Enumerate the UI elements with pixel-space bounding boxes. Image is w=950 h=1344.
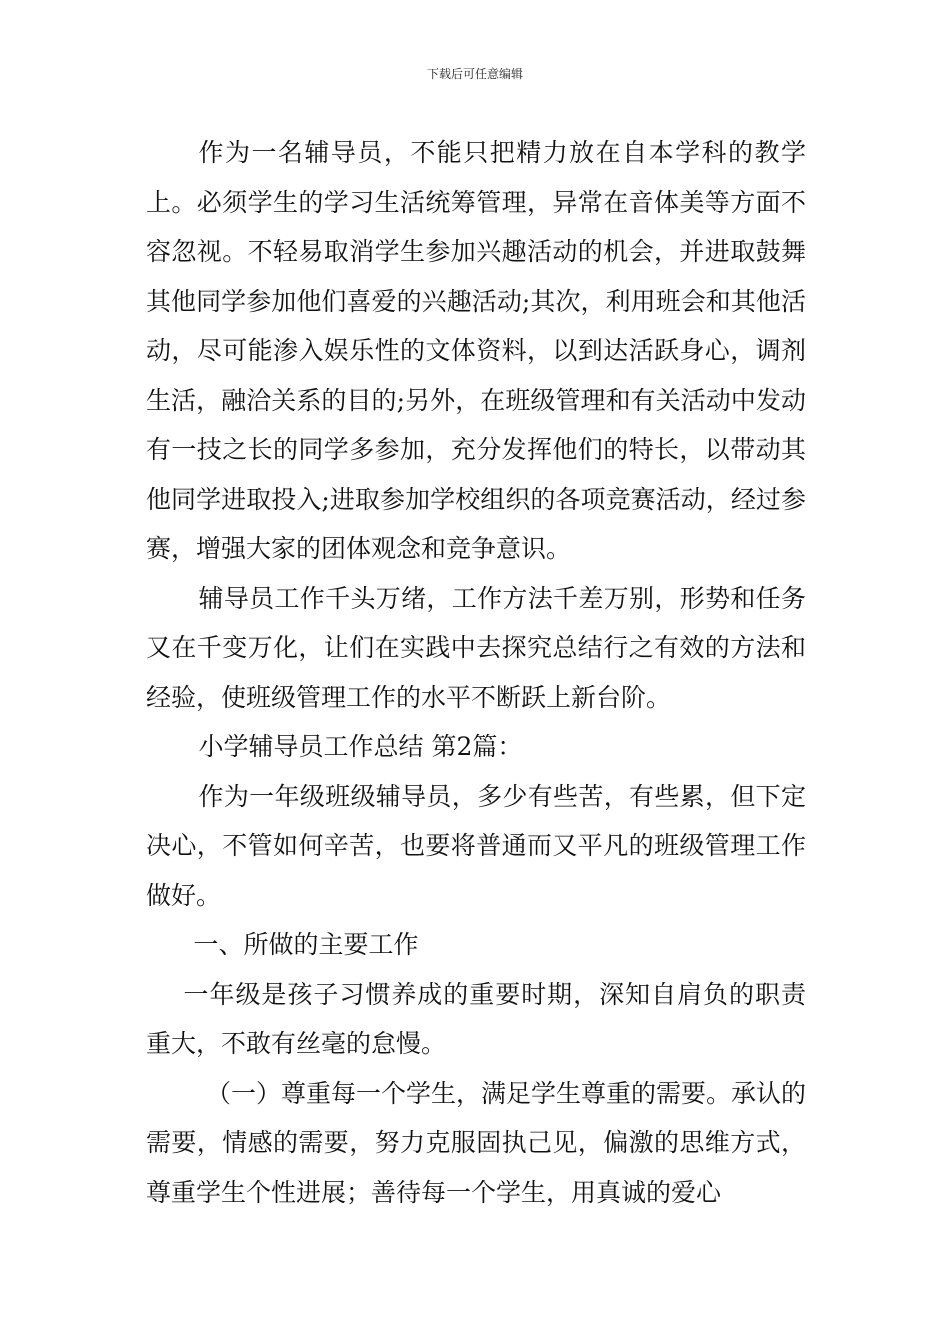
- paragraph-2: 辅导员工作千头万绪，工作方法千差万别，形势和任务又在千变万化，让们在实践中去探究总结行之有效的方法和经验，使班级管理工作的水平不断跃上新台阶。: [146, 583, 806, 712]
- paragraph-1: 作为一名辅导员，不能只把精力放在自本学科的教学上。必须学生的学习生活统筹管理，异常在音体美等方面不容忽视。不轻易取消学生参加兴趣活动的机会，并进取鼓舞其他同学参加他们喜爱的兴趣活动;其次，利用班会和其他活动，尽可能渗入娱乐性的文体资料，以到达活跃身心，调剂生活，融洽关系的目的;另外，在班级管理和有关活动中发动有一技之长的同学多参加，充分发挥他们的特长，以带动其他同学进取投入;进取参加学校组织的各项竞赛活动，经过参赛，增强大家的团体观念和竞争意识。: [146, 138, 806, 563]
- paragraph-3: 作为一年级班级辅导员，多少有些苦，有些累，但下定决心，不管如何辛苦，也要将普通而又平凡的班级管理工作做好。: [146, 781, 806, 910]
- section-heading-part-2: 小学辅导员工作总结 第2篇：: [198, 732, 523, 761]
- paragraph-5: （一）尊重每一个学生，满足学生尊重的需要。承认的需要，情感的需要，努力克服固执己见，偏激的思维方式，尊重学生个性进展；善待每一个学生，用真诚的爱心: [146, 1078, 807, 1207]
- paragraph-4: 一年级是孩子习惯养成的重要时期，深知自肩负的职责重大，不敢有丝毫的怠慢。: [146, 979, 806, 1058]
- page-header: 下载后可任意编辑: [426, 67, 523, 81]
- section-heading-main-work: 一、所做的主要工作: [193, 930, 419, 959]
- document-body: [146, 128, 806, 1217]
